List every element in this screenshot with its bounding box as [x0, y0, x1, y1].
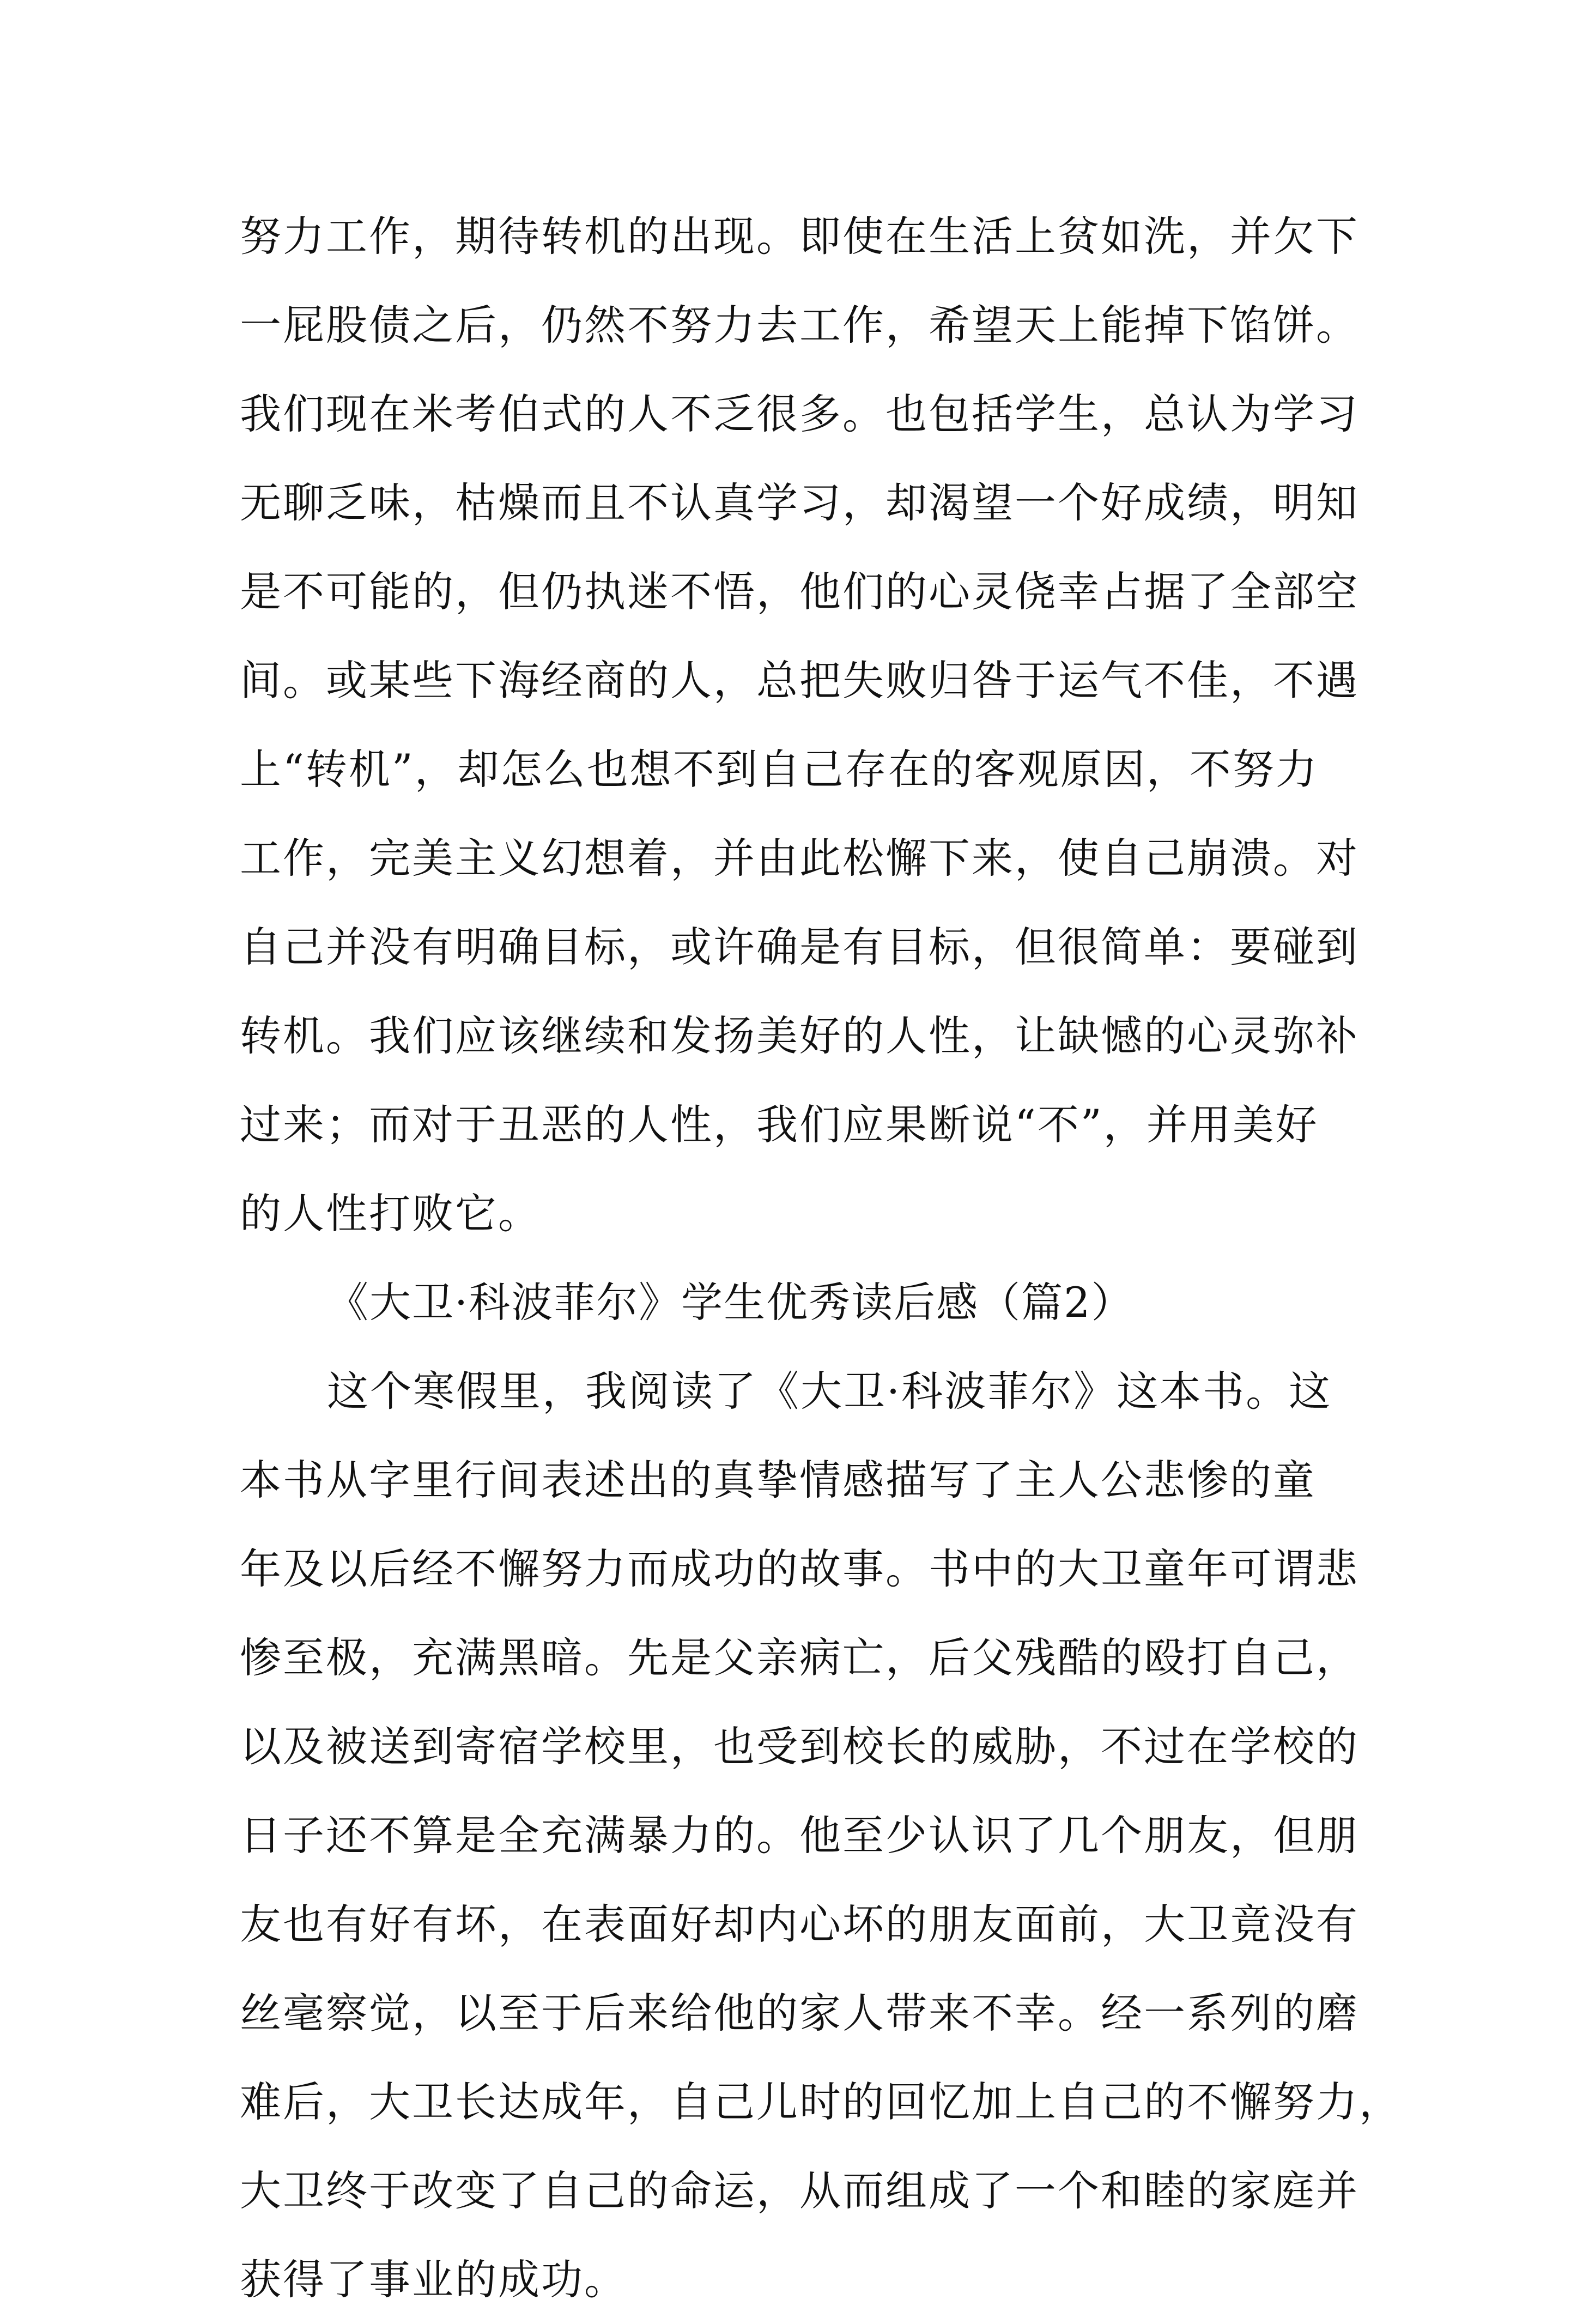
- paragraph-1-line: 自己并没有明确目标，或许确是有目标，但很简单：要碰到: [240, 923, 1359, 971]
- paragraph-2-line: 难后，大卫长达成年，自己儿时的回忆加上自己的不懈努力，: [240, 2078, 1402, 2126]
- paragraph-2-line: 这个寒假里，我阅读了《大卫·科波菲尔》这本书。这: [327, 1367, 1332, 1415]
- paragraph-2-line: 友也有好有坏，在表面好却内心坏的朋友面前，大卫竟没有: [240, 1900, 1359, 1948]
- paragraph-1-line: 一屁股债之后，仍然不努力去工作，希望天上能掉下馅饼。: [240, 301, 1359, 349]
- paragraph-2-line: 日子还不算是全充满暴力的。他至少认识了几个朋友，但朋: [240, 1811, 1359, 1860]
- paragraph-1-line: 的人性打败它。: [240, 1189, 541, 1238]
- paragraph-1-line: 上“转机”，却怎么也想不到自己存在的客观原因，不努力: [240, 745, 1319, 794]
- document-body: [240, 192, 1402, 2324]
- paragraph-2-line: 以及被送到寄宿学校里，也受到校长的威胁，不过在学校的: [240, 1722, 1359, 1771]
- paragraph-2-line: 丝毫察觉，以至于后来给他的家人带来不幸。经一系列的磨: [240, 1989, 1359, 2037]
- paragraph-2-line: 惨至极，充满黑暗。先是父亲病亡，后父残酷的殴打自己，: [240, 1633, 1359, 1682]
- paragraph-2-line: 获得了事业的成功。: [240, 2255, 627, 2304]
- paragraph-1-line: 间。或某些下海经商的人，总把失败归咎于运气不佳，不遇: [240, 656, 1359, 705]
- section-heading: 《大卫·科波菲尔》学生优秀读后感（篇2）: [327, 1278, 1134, 1327]
- paragraph-2-line: 本书从字里行间表述出的真挚情感描写了主人公悲惨的童: [240, 1456, 1316, 1504]
- paragraph-1-line: 工作，完美主义幻想着，并由此松懈下来，使自己崩溃。对: [240, 834, 1359, 882]
- paragraph-1-line: 过来；而对于丑恶的人性，我们应果断说“不”，并用美好: [240, 1100, 1319, 1149]
- paragraph-1-line: 转机。我们应该继续和发扬美好的人性，让缺憾的心灵弥补: [240, 1012, 1359, 1060]
- paragraph-1-line: 无聊乏味，枯燥而且不认真学习，却渴望一个好成绩，明知: [240, 479, 1359, 527]
- paragraph-2-line: 年及以后经不懈努力而成功的故事。书中的大卫童年可谓悲: [240, 1545, 1359, 1593]
- paragraph-1-line: 努力工作，期待转机的出现。即使在生活上贫如洗，并欠下: [240, 212, 1359, 261]
- paragraph-2-line: 大卫终于改变了自己的命运，从而组成了一个和睦的家庭并: [240, 2166, 1359, 2215]
- paragraph-1-line: 是不可能的，但仍执迷不悟，他们的心灵侥幸占据了全部空: [240, 567, 1359, 616]
- paragraph-1-line: 我们现在米考伯式的人不乏很多。也包括学生，总认为学习: [240, 390, 1359, 438]
